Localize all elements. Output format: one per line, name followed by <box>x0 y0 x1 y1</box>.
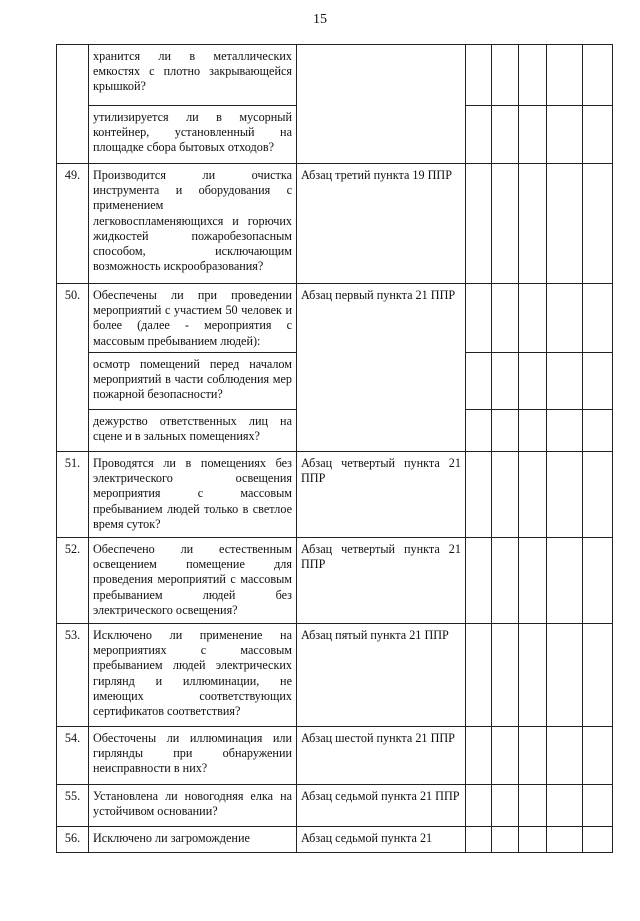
answer-cell-no[interactable] <box>492 624 519 727</box>
answer-cell-yes[interactable] <box>466 624 492 727</box>
answer-cell-yes[interactable] <box>466 164 492 284</box>
answer-cell-extra[interactable] <box>547 827 583 853</box>
answer-cell-note[interactable] <box>583 353 613 410</box>
answer-cell-yes[interactable] <box>466 45 492 106</box>
answer-cell-na[interactable] <box>519 410 547 452</box>
answer-cell-note[interactable] <box>583 45 613 106</box>
question-cell: утилизируется ли в мусорный контейнер, установленный на площадке сбора бытовых отходов? <box>89 106 297 164</box>
answer-cell-na[interactable] <box>519 106 547 164</box>
answer-cell-yes[interactable] <box>466 106 492 164</box>
question-cell: Установлена ли новогодняя елка на устойчивом основании? <box>89 785 297 827</box>
row-number <box>57 45 89 164</box>
question-cell: Исключено ли применение на мероприятиях с массовым пребыванием людей электрических гирлянд и иллюминации, не имеющих соответствующих сертификатов соответствия? <box>89 624 297 727</box>
row-number: 55. <box>57 785 89 827</box>
answer-cell-no[interactable] <box>492 785 519 827</box>
answer-cell-note[interactable] <box>583 452 613 538</box>
table-row <box>57 727 613 785</box>
reference-cell: Абзац пятый пункта 21 ППР <box>297 624 466 727</box>
row-number: 50. <box>57 284 89 452</box>
answer-cell-extra[interactable] <box>547 785 583 827</box>
table-row <box>57 284 613 353</box>
answer-cell-extra[interactable] <box>547 538 583 624</box>
answer-cell-no[interactable] <box>492 353 519 410</box>
reference-cell <box>297 45 466 164</box>
answer-cell-yes[interactable] <box>466 284 492 353</box>
answer-cell-na[interactable] <box>519 284 547 353</box>
row-number: 49. <box>57 164 89 284</box>
answer-cell-no[interactable] <box>492 452 519 538</box>
answer-cell-no[interactable] <box>492 410 519 452</box>
table-row <box>57 452 613 538</box>
row-number: 54. <box>57 727 89 785</box>
page-number: 15 <box>313 12 327 27</box>
question-cell: Обеспечено ли естественным освещением помещение для проведения мероприятий с массовым пребыванием людей без электрического освещения? <box>89 538 297 624</box>
reference-cell: Абзац четвертый пункта 21 ППР <box>297 452 466 538</box>
answer-cell-extra[interactable] <box>547 106 583 164</box>
answer-cell-no[interactable] <box>492 164 519 284</box>
question-cell: Обеспечены ли при проведении мероприятий с участием 50 человек и более (далее - мероприятия с массовым пребыванием людей): <box>89 284 297 353</box>
answer-cell-na[interactable] <box>519 624 547 727</box>
answer-cell-yes[interactable] <box>466 827 492 853</box>
reference-cell: Абзац первый пункта 21 ППР <box>297 284 466 452</box>
answer-cell-yes[interactable] <box>466 410 492 452</box>
answer-cell-na[interactable] <box>519 785 547 827</box>
table-row <box>57 164 613 284</box>
answer-cell-extra[interactable] <box>547 410 583 452</box>
question-cell: дежурство ответственных лиц на сцене и в зальных помещениях? <box>89 410 297 452</box>
answer-cell-extra[interactable] <box>547 727 583 785</box>
answer-cell-no[interactable] <box>492 538 519 624</box>
answer-cell-extra[interactable] <box>547 452 583 538</box>
answer-cell-extra[interactable] <box>547 164 583 284</box>
answer-cell-note[interactable] <box>583 538 613 624</box>
reference-cell: Абзац шестой пункта 21 ППР <box>297 727 466 785</box>
answer-cell-note[interactable] <box>583 410 613 452</box>
answer-cell-extra[interactable] <box>547 45 583 106</box>
answer-cell-na[interactable] <box>519 827 547 853</box>
answer-cell-note[interactable] <box>583 106 613 164</box>
row-number: 52. <box>57 538 89 624</box>
answer-cell-note[interactable] <box>583 624 613 727</box>
answer-cell-na[interactable] <box>519 538 547 624</box>
answer-cell-note[interactable] <box>583 284 613 353</box>
answer-cell-note[interactable] <box>583 785 613 827</box>
answer-cell-extra[interactable] <box>547 353 583 410</box>
question-cell: Исключено ли загромождение <box>89 827 297 853</box>
answer-cell-no[interactable] <box>492 284 519 353</box>
question-cell: хранится ли в металлических емкостях с плотно закрывающейся крышкой? <box>89 45 297 106</box>
row-number: 53. <box>57 624 89 727</box>
answer-cell-note[interactable] <box>583 727 613 785</box>
row-number: 51. <box>57 452 89 538</box>
answer-cell-no[interactable] <box>492 827 519 853</box>
reference-cell: Абзац третий пункта 19 ППР <box>297 164 466 284</box>
row-number: 56. <box>57 827 89 853</box>
answer-cell-na[interactable] <box>519 164 547 284</box>
answer-cell-extra[interactable] <box>547 284 583 353</box>
answer-cell-yes[interactable] <box>466 538 492 624</box>
answer-cell-yes[interactable] <box>466 785 492 827</box>
question-cell: Проводятся ли в помещениях без электрического освещения мероприятия с массовым пребыванием людей только в светлое время суток? <box>89 452 297 538</box>
answer-cell-note[interactable] <box>583 164 613 284</box>
answer-cell-na[interactable] <box>519 45 547 106</box>
answer-cell-no[interactable] <box>492 45 519 106</box>
answer-cell-yes[interactable] <box>466 452 492 538</box>
answer-cell-na[interactable] <box>519 353 547 410</box>
answer-cell-yes[interactable] <box>466 353 492 410</box>
table-row <box>57 827 613 853</box>
reference-cell: Абзац седьмой пункта 21 <box>297 827 466 853</box>
answer-cell-note[interactable] <box>583 827 613 853</box>
question-cell: Обесточены ли иллюминация или гирлянды при обнаружении неисправности в них? <box>89 727 297 785</box>
answer-cell-no[interactable] <box>492 106 519 164</box>
answer-cell-na[interactable] <box>519 452 547 538</box>
checklist-table <box>56 44 613 853</box>
reference-cell: Абзац четвертый пункта 21 ППР <box>297 538 466 624</box>
table-row <box>57 624 613 727</box>
table-row <box>57 45 613 106</box>
table-row <box>57 538 613 624</box>
question-cell: осмотр помещений перед началом мероприятий в части соблюдения мер пожарной безопасности? <box>89 353 297 410</box>
answer-cell-na[interactable] <box>519 727 547 785</box>
table-row <box>57 785 613 827</box>
question-cell: Производится ли очистка инструмента и оборудования с применением легковоспламеняющихся и горючих жидкостей пожаробезопасным способом, исключающим возможность искрообразования? <box>89 164 297 284</box>
answer-cell-extra[interactable] <box>547 624 583 727</box>
answer-cell-no[interactable] <box>492 727 519 785</box>
answer-cell-yes[interactable] <box>466 727 492 785</box>
reference-cell: Абзац седьмой пункта 21 ППР <box>297 785 466 827</box>
